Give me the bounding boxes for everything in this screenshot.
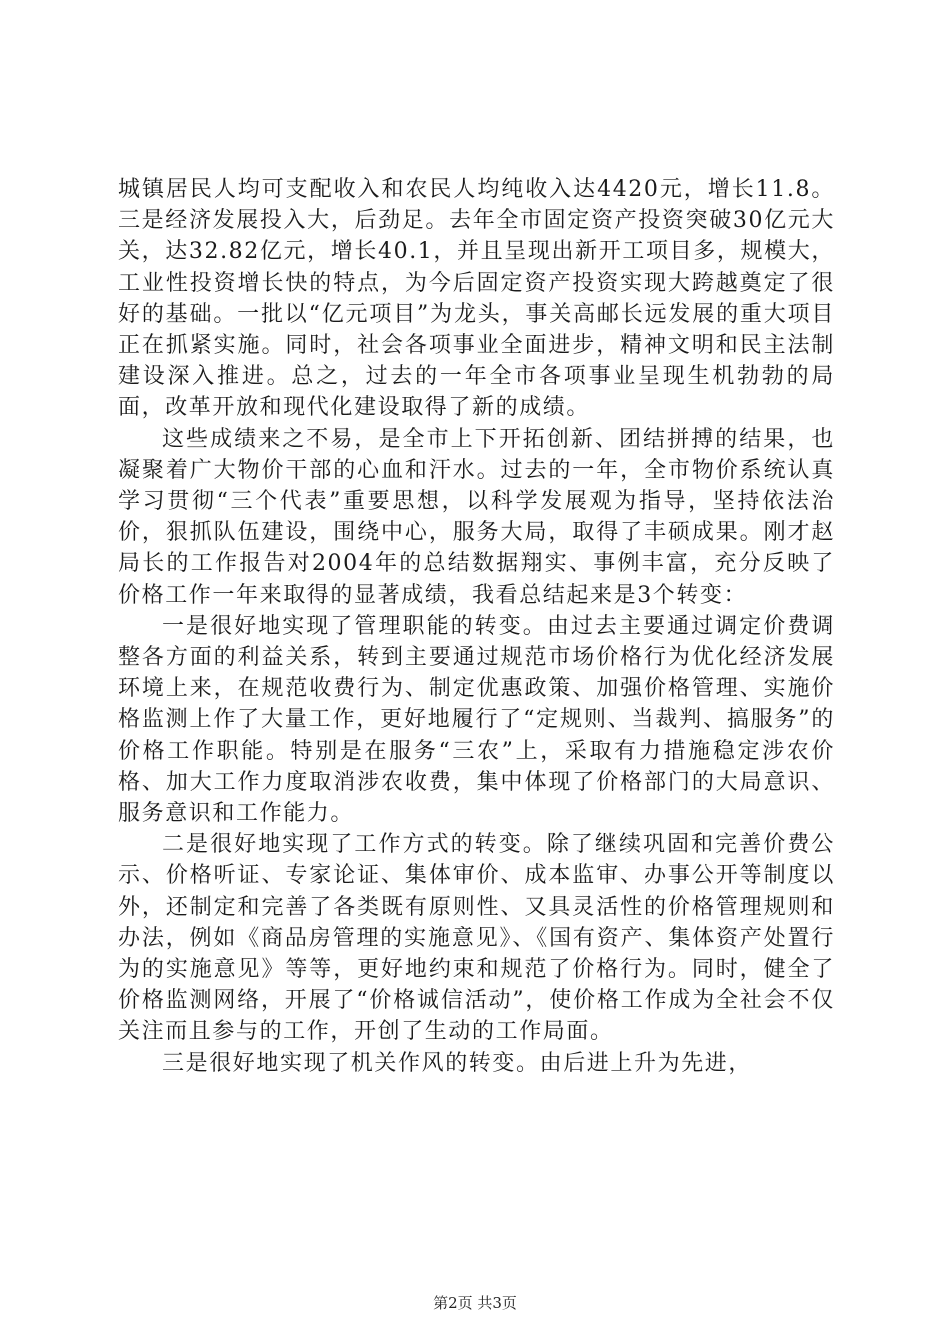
paragraph-5: 三是很好地实现了机关作风的转变。由后进上升为先进，: [162, 1050, 753, 1076]
paragraph-3: 一是很好地实现了管理职能的转变。由过去主要通过调定价费调整各方面的利益关系，转到主要通过规范市场价格行为优化经济发展环境上来，在规范收费行为、制定优惠政策、加强价格管理、实施价格监测上作了大量工作，更好地履行了“定规则、当裁判、搞服务”的价格工作职能。特别是在服务“三农”上，采取有力措施稳定涉农价格、加大工作力度取消涉农收费，集中体现了价格部门的大局意识、服务意识和工作能力。: [118, 613, 835, 827]
paragraph-1: 城镇居民人均可支配收入和农民人均纯收入达4420元，增长11.8。三是经济发展投入大，后劲足。去年全市固定资产投资突破30亿元大关，达32.82亿元，增长40.1，并且呈现出新开工项目多，规模大，工业性投资增长快的特点，为今后固定资产投资实现大跨越奠定了很好的基础。一批以“亿元项目”为龙头，事关高邮长远发展的重大项目正在抓紧实施。同时，社会各项事业全面进步，精神文明和民主法制建设深入推进。总之，过去的一年全市各项事业呈现生机勃勃的局面，改革开放和现代化建设取得了新的成绩。: [118, 177, 835, 421]
page-number-footer: 第2页 共3页: [433, 1294, 517, 1312]
paragraph-2: 这些成绩来之不易，是全市上下开拓创新、团结拼搏的结果，也凝聚着广大物价干部的心血和汗水。过去的一年，全市物价系统认真学习贯彻“三个代表”重要思想，以科学发展观为指导，坚持依法治价，狠抓队伍建设，围绕中心，服务大局，取得了丰硕成果。刚才赵局长的工作报告对2004年的总结数据翔实、事例丰富，充分反映了价格工作一年来取得的显著成绩，我看总结起来是3个转变：: [118, 426, 835, 608]
paragraph-4: 二是很好地实现了工作方式的转变。除了继续巩固和完善价费公示、价格听证、专家论证、集体审价、成本监审、办事公开等制度以外，还制定和完善了各类既有原则性、又具灵活性的价格管理规则和办法，例如《商品房管理的实施意见》、《国有资产、集体资产处置行为的实施意见》等等，更好地约束和规范了价格行为。同时，健全了价格监测网络，开展了“价格诚信活动”，使价格工作成为全社会不仅关注而且参与的工作，开创了生动的工作局面。: [118, 832, 835, 1045]
document-body: [118, 174, 835, 1079]
